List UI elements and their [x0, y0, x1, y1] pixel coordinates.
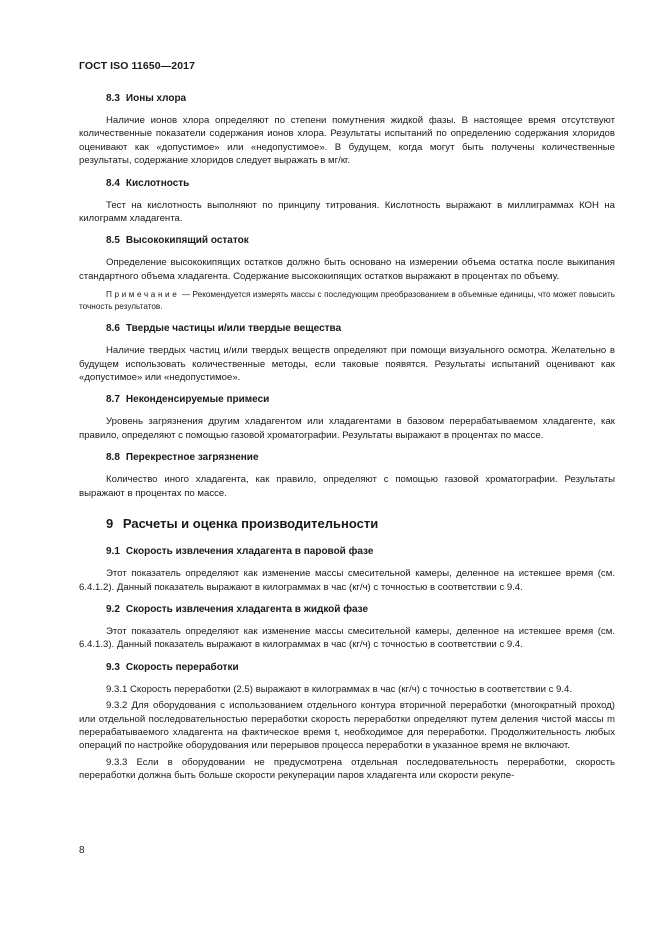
document-body — [79, 92, 615, 792]
section-title: Неконденсируемые примеси — [125, 394, 270, 406]
section-heading — [106, 322, 615, 335]
paragraph: Этот показатель определяют как изменение массы смесительной камеры, деленное на истекшее время (см. 6.4.1.2). Данный показатель выражают в килограммах в час (кг/ч) с точностью в соответствии с 9.4. — [79, 568, 615, 593]
section-title: Кислотность — [125, 177, 190, 189]
section — [79, 92, 615, 168]
section-title: Скорость переработки — [125, 661, 239, 673]
section-title: Скорость извлечения хладагента в паровой фазе — [125, 546, 374, 558]
section-title: Перекрестное загрязнение — [125, 452, 259, 464]
section-heading — [106, 234, 615, 247]
paragraph: Уровень загрязнения другим хладагентом или хладагентами в базовом перерабатываемом хладагенте, как правило, определяют с помощью газовой хроматографии. Результаты выражают в процентах по массе. — [79, 416, 615, 441]
section-heading — [106, 92, 615, 105]
note — [79, 289, 615, 313]
chapter-title: Расчеты и оценка производительности — [122, 516, 379, 532]
paragraph: 9.3.2 Для оборудования с использованием отдельного контура вторичной переработки (многократный проход) или отдельной последовательностью переработки скорость переработки определяют путем деления чистой массы m перерабатываемого хладагента на фактическое время t, необходимое для переработки. Продолжительность любых операций по настройке оборудования или перерывов процесса переработки в указанное время не включают. — [79, 700, 615, 752]
section-heading — [106, 661, 615, 674]
section-number: 8.6 — [106, 323, 120, 335]
section-number: 8.5 — [106, 235, 120, 247]
paragraph: 9.3.3 Если в оборудовании не предусмотрена отдельная последовательность переработки, скорость переработки должна быть больше скорости рекуперации паров хладагента или скорости рекупе- — [79, 756, 615, 782]
section-number: 8.3 — [106, 93, 120, 104]
section — [79, 603, 615, 652]
section-heading — [106, 603, 615, 616]
section — [79, 322, 615, 384]
section-9-list — [79, 545, 615, 782]
section-number: 8.7 — [106, 394, 120, 406]
section-title: Твердые частицы и/или твердые вещества — [125, 323, 342, 335]
chapter-number: 9 — [106, 516, 114, 532]
paragraph: Этот показатель определяют как изменение массы смесительной камеры, деленное на истекшее время (см. 6.4.1.3). Данный показатель выражают в килограммах в час (кг/ч) с точностью в соответствии с 9.4. — [79, 625, 615, 651]
section — [79, 451, 615, 500]
paragraph: Наличие твердых частиц и/или твердых веществ определяют при помощи визуального осмотра. Желательно в будущем использовать количественные методы, если таковые появятся. Результаты испытаний оценивают как «допустимое» или «недопустимое». — [79, 345, 615, 384]
section-heading — [106, 393, 615, 406]
paragraph: 9.3.1 Скорость переработки (2.5) выражают в килограммах в час (кг/ч) с точностью в соответствии с 9.4. — [106, 683, 573, 695]
chapter-heading — [106, 516, 615, 532]
section-number: 9.3 — [106, 661, 120, 673]
note-text: — Рекомендуется измерять массы с последующим преобразованием в объемные единицы, что может повысить точность результатов. — [79, 290, 615, 312]
section — [79, 545, 615, 594]
section-heading — [106, 451, 615, 464]
section — [79, 234, 615, 313]
section-number: 8.4 — [106, 177, 120, 189]
section — [79, 177, 615, 226]
note-label: Примечание — [106, 290, 180, 300]
section — [79, 393, 615, 442]
paragraph: Определение высококипящих остатков должно быть основано на измерении объема остатка после выкипания стандартного объема хладагента. Содержание высококипящих остатков выражают в процентах по объему. — [79, 257, 615, 282]
section-title: Ионы хлора — [125, 93, 187, 104]
section-title: Высококипящий остаток — [125, 235, 249, 247]
section — [79, 661, 615, 783]
section-number: 9.2 — [106, 603, 120, 615]
document-header: ГОСТ ISO 11650—2017 — [79, 60, 196, 72]
paragraph: Тест на кислотность выполняют по принципу титрования. Кислотность выражают в миллиграммах КОН на килограмм хладагента. — [79, 199, 615, 225]
paragraph: Количество иного хладагента, как правило, определяют с помощью газовой хроматографии. Результаты выражают в процентах по массе. — [79, 474, 615, 499]
section-heading — [106, 177, 615, 190]
section-number: 9.1 — [106, 546, 120, 558]
paragraph: Наличие ионов хлора определяют по степени помутнения жидкой фазы. В настоящее время отсутствуют количественные показатели содержания ионов хлора. Результаты испытаний по определению содержания хлоридов оценивают как «допустимое» или «недопустимое». В будущем, когда могут быть получены количественные результаты, содержание хлоридов следует выражать в мг/кг. — [79, 115, 615, 167]
section-number: 8.8 — [106, 452, 120, 464]
section-heading — [106, 545, 615, 558]
page-number: 8 — [79, 845, 85, 856]
section-title: Скорость извлечения хладагента в жидкой фазе — [125, 603, 369, 615]
section-8-list — [79, 92, 615, 500]
